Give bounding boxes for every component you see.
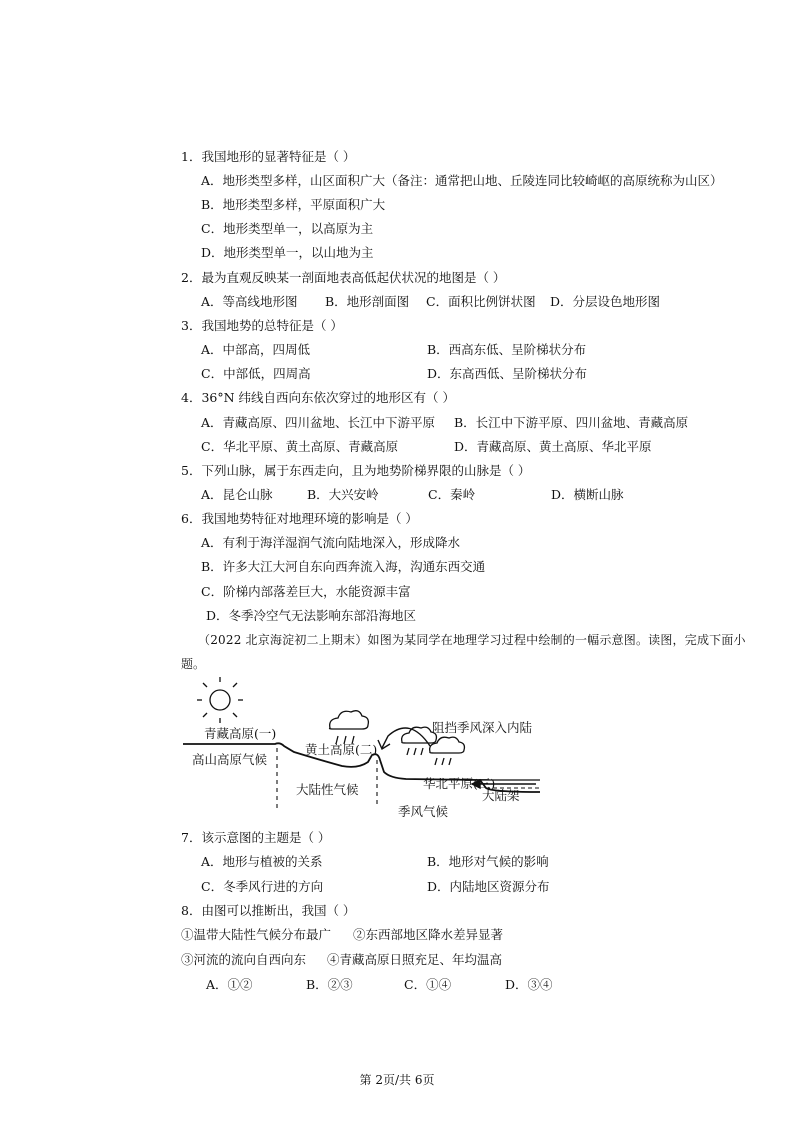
label-qinghai-tibet: 青藏高原(一): [204, 726, 277, 741]
q7-stem: 7．该示意图的主题是（ ）: [181, 830, 331, 845]
q5-option-b: B．大兴安岭: [307, 487, 379, 502]
q5-option-a: A．昆仑山脉: [201, 487, 273, 502]
q6-option-c: C．阶梯内部落差巨大，水能资源丰富: [201, 584, 411, 599]
q2-stem: 2．最为直观反映某一剖面地表高低起伏状况的地图是（ ）: [181, 270, 506, 285]
label-monsoon-climate: 季风气候: [398, 804, 449, 819]
q3-stem: 3．我国地势的总特征是（ ）: [181, 318, 343, 333]
q8-statement-3: ③河流的流向自西向东: [181, 952, 307, 967]
q4-option-d: D．青藏高原、黄土高原、华北平原: [454, 439, 652, 454]
q1-option-a: A．地形类型多样，山区面积广大（备注：通常把山地、丘陵连同比较崎岖的高原统称为山区）: [201, 173, 723, 188]
label-continental-climate: 大陆性气候: [296, 782, 359, 797]
q3-option-d: D．东高西低、呈阶梯状分布: [427, 366, 588, 381]
label-north-china-plain: 华北平原(三): [423, 776, 496, 791]
q5-option-c: C．秦岭: [428, 487, 476, 502]
q8-stem: 8．由图可以推断出，我国（ ）: [181, 903, 356, 918]
q1-stem: 1．我国地形的显著特征是（ ）: [181, 149, 356, 164]
q3-option-a: A．中部高，四周低: [201, 342, 311, 357]
q2-option-c: C．面积比例饼状图: [426, 294, 536, 309]
q1-option-d: D．地形类型单一，以山地为主: [201, 245, 374, 260]
q7-option-d: D．内陆地区资源分布: [427, 879, 550, 894]
q7-option-b: B．地形对气候的影响: [427, 854, 549, 869]
q7-option-a: A．地形与植被的关系: [201, 854, 323, 869]
q2-option-b: B．地形剖面图: [325, 294, 410, 309]
q4-stem: 4．36°N 纬线自西向东依次穿过的地形区有（ ）: [181, 390, 455, 405]
q5-stem: 5．下列山脉，属于东西走向，且为地势阶梯界限的山脉是（ ）: [181, 463, 531, 478]
q1-option-c: C．地形类型单一，以高原为主: [201, 221, 374, 236]
material-intro: （2022 北京海淀初二上期末）如图为某同学在地理学习过程中绘制的一幅示意图。读图，完成下面小: [198, 633, 746, 647]
q6-option-b: B．许多大江大河自东向西奔流入海，沟通东西交通: [201, 559, 486, 574]
q8-option-b: B．②③: [306, 977, 353, 992]
q7-option-c: C．冬季风行进的方向: [201, 879, 324, 894]
label-loess-plateau: 黄土高原(二): [305, 742, 378, 757]
q4-option-c: C．华北平原、黄土高原、青藏高原: [201, 439, 399, 454]
q8-statement-4: ④青藏高原日照充足、年均温高: [327, 952, 503, 967]
q4-option-b: B．长江中下游平原、四川盆地、青藏高原: [454, 415, 689, 430]
terrain-climate-diagram: [180, 676, 540, 826]
q3-option-b: B．西高东低、呈阶梯状分布: [427, 342, 587, 357]
q8-statement-1: ①温带大陆性气候分布最广: [181, 927, 332, 942]
q8-statement-2: ②东西部地区降水差异显著: [353, 927, 504, 942]
rain-cloud-icon: [330, 711, 369, 744]
q5-option-d: D．横断山脉: [551, 487, 624, 502]
q8-option-c: C．①④: [404, 977, 452, 992]
q3-option-c: C．中部低，四周高: [201, 366, 311, 381]
q8-option-d: D．③④: [505, 977, 553, 992]
label-block-monsoon: 阻挡季风深入内陆: [432, 720, 533, 735]
label-highland-climate: 高山高原气候: [192, 752, 268, 767]
sun-icon: [197, 677, 243, 723]
q2-option-d: D．分层设色地形图: [550, 294, 661, 309]
material-intro-continued: 题。: [181, 657, 206, 671]
q6-option-a: A．有利于海洋湿润气流向陆地深入，形成降水: [201, 535, 461, 550]
q4-option-a: A．青藏高原、四川盆地、长江中下游平原: [201, 415, 436, 430]
page-number: 第 2页/共 6页: [359, 1073, 435, 1087]
q6-stem: 6．我国地势特征对地理环境的影响是（ ）: [181, 511, 418, 526]
q1-option-b: B．地形类型多样，平原面积广大: [201, 197, 386, 212]
q6-option-d: D．冬季冷空气无法影响东部沿海地区: [206, 608, 417, 623]
q2-option-a: A．等高线地形图: [201, 294, 298, 309]
label-continental-shelf: 大陆架: [482, 788, 520, 803]
q8-option-a: A．①②: [206, 977, 253, 992]
